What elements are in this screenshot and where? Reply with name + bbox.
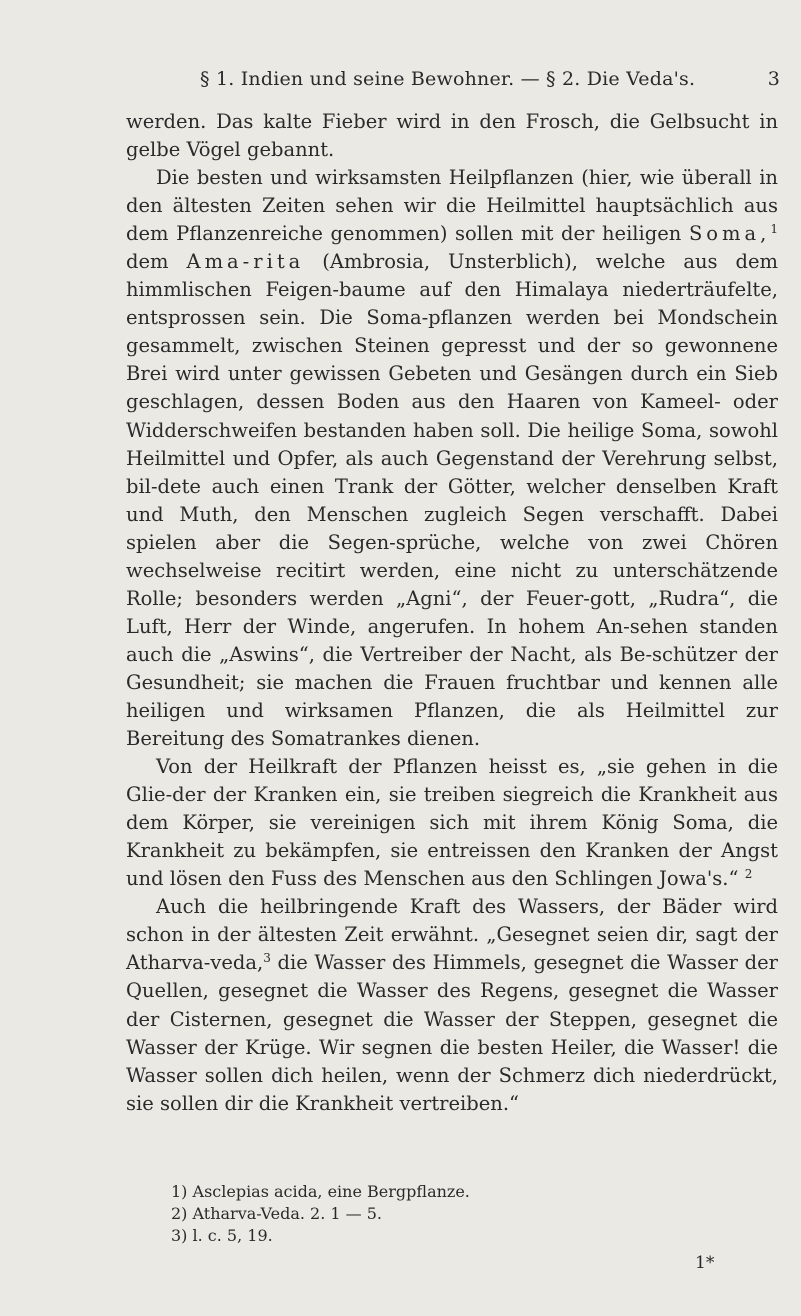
paragraph-2 bbox=[126, 164, 778, 753]
term-amarita: Ama-rita bbox=[186, 250, 305, 274]
page-number: 3 bbox=[767, 68, 780, 90]
paragraph-4-text-a: Auch die heilbringende Kraft des Wassers, der Bäder wird schon in der ältesten Zeit erwähnt. „Gesegnet seien dir, sagt der Atharva-veda, bbox=[126, 895, 778, 975]
paragraph-3-text: Von der Heilkraft der Pflanzen heisst es, „sie gehen in die Glie-der der Kranken ein, sie treiben siegreich die Krankheit aus dem Körper, sie vereinigen sich mit ihrem König Soma, die Krankheit zu bekämpfen, sie entreissen den Kranken der Angst und lösen den Fuss des Menschen aus den Schlingen Jowa's.“ bbox=[126, 755, 778, 891]
footnote-ref-2: 2 bbox=[744, 867, 753, 882]
term-soma: Soma, bbox=[688, 222, 771, 246]
footnote-1: 1) Asclepias acida, eine Bergpflanze. bbox=[171, 1182, 470, 1201]
footnote-2: 2) Atharva-Veda. 2. 1 — 5. bbox=[171, 1204, 382, 1223]
paragraph-4 bbox=[126, 893, 778, 1117]
footnote-ref-3: 3 bbox=[263, 951, 271, 966]
paragraph-2-text-b: dem bbox=[126, 250, 169, 274]
running-title: § 1. Indien und seine Bewohner. — § 2. Die Veda's. bbox=[200, 68, 696, 90]
body-text bbox=[126, 108, 778, 1118]
paragraph-3 bbox=[126, 753, 778, 893]
paragraph-1-text: werden. Das kalte Fieber wird in den Frosch, die Gelbsucht in gelbe Vögel gebannt. bbox=[126, 110, 778, 162]
paragraph-4-text-b: die Wasser des Himmels, gesegnet die Wasser der Quellen, gesegnet die Wasser des Regens, gesegnet die Wasser der Cisternen, gesegnet die Wasser der Steppen, gesegnet die Wasser der Krüge. Wir segnen die besten Heiler, die Wasser! die Wasser sollen dich heilen, wenn der Schmerz dich niederdrückt, sie sollen dir die Krankheit vertreiben.“ bbox=[126, 951, 778, 1115]
running-header bbox=[130, 68, 780, 98]
paragraph-1 bbox=[126, 108, 778, 164]
paragraph-2-text-a: Die besten und wirksamsten Heilpflanzen (hier, wie überall in den ältesten Zeiten sehen wir die Heilmittel hauptsächlich aus dem Pflanzenreiche genommen) sollen mit der heiligen bbox=[126, 166, 778, 246]
paragraph-2-text-c: (Ambrosia, Unsterblich), welche aus dem himmlischen Feigen-baume auf den Himalaya niederträufelte, entsprossen sein. Die Soma-pflanzen werden bei Mondschein gesammelt, zwischen Steinen gepresst und der so gewonnene Brei wird unter gewissen Gebeten und Gesängen durch ein Sieb geschlagen, dessen Boden aus den Haaren von Kameel- oder Widderschweifen bestanden haben soll. Die heilige Soma, sowohl Heilmittel und Opfer, als auch Gegenstand der Verehrung selbst, bil-dete auch einen Trank der Götter, welcher denselben Kraft und Muth, den Menschen zugleich Segen verschafft. Dabei spielen aber die Segen-sprüche, welche von zwei Chören wechselweise recitirt werden, eine nicht zu unterschätzende Rolle; besonders werden „Agni“, der Feuer-gott, „Rudra“, die Luft, Herr der Winde, angerufen. In hohem An-sehen standen auch die „Aswins“, die Vertreiber der Nacht, als Be-schützer der Gesundheit; sie machen die Frauen fruchtbar und kennen alle heiligen und wirksamen Pflanzen, die als Heilmittel zur Bereitung des Somatrankes dienen. bbox=[126, 250, 779, 751]
footnotes bbox=[171, 1181, 731, 1247]
sheet-signature: 1* bbox=[695, 1253, 715, 1273]
footnote-ref-1: 1 bbox=[770, 222, 778, 237]
footnote-3: 3) l. c. 5, 19. bbox=[171, 1226, 273, 1245]
